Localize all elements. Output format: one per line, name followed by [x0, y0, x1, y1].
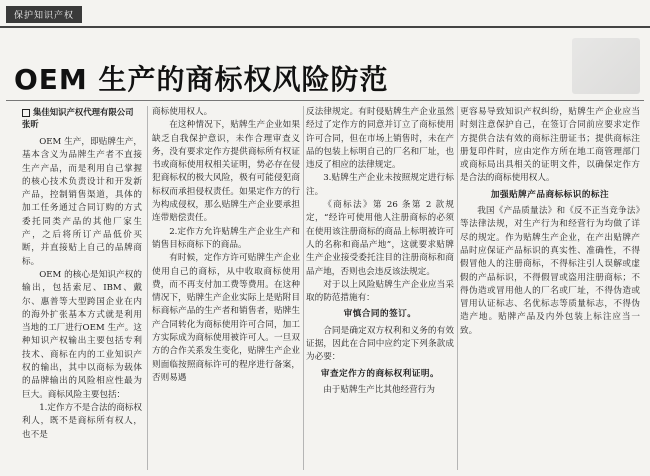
paragraph: OEM 的核心是知识产权的输出，包括索尼、IBM、戴尔、惠普等大型跨国企业在内的海外扩张基本方式就是利用当地的工厂进行OEM 生产。这种知识产权输出主要包括专利技术、商标在内的工业知识产权的输出，其中以商标为载体的品牌输出的风险相应性最为巨大。商标风险主要包括： — [22, 269, 142, 400]
subheading: 审查定作方的商标权利证明。 — [320, 368, 440, 379]
column-divider — [303, 106, 304, 470]
paragraph: 有时候，定作方许可贴牌生产企业使用自己的商标，从中收取商标使用费，而不再支付加工费等费用。在这种情况下，贴牌生产企业实际上是贴附目标商标产品的生产者和销售者，贴牌生产合同转化为商标使用许可合同，加工方实际成为商标使用被许可人。一旦双方的合作关系发生变化，贴牌生产企业则面临按照商标许可的程序进行备案，否则易遇 — [152, 253, 300, 383]
subheading: 审慎合同的签订。 — [343, 309, 417, 320]
column-3 — [306, 106, 454, 397]
paragraph: 反法律规定。有时侵贴牌生产企业虽然经过了定作方的同意并订立了商标使用许可合同，但在市场上销售时，未在产品的包装上标明自己的厂名和厂址，也违反了相应的法律规定。 — [306, 107, 454, 171]
paragraph: 我国《产品质量法》和《反不正当竞争法》等法律法规，对生产行为和经营行为均做了详尽的规定。作为贴牌生产企业，在产出贴牌产品时应保证产品标识的真实性、准确性，不得假冒他人的注册商标，不得标注引人误解或虚假的产品标识，不得假冒或盗用注册商标；不得伪造或冒用他人的厂名或厂址，不得伪造或冒用认证标志、名优标志等质量标志，不得伪造产地。贴牌产品及内外包装上标注应当一致。 — [460, 206, 640, 336]
headline: OEM 生产的商标权风险防范 — [14, 63, 389, 96]
paragraph: 3.贴牌生产企业未按照规定进行标注。 — [306, 173, 454, 197]
paragraph: 《商标法》第 26 条第 2 款规定，“经许可使用他人注册商标的必须在使用该注册商标的商品上标明被许可人的名称和商品产地”，这就要求贴牌生产企业接受委托注目的注册商标和商品产地，否则也会违反该法规定。 — [306, 200, 454, 277]
column-divider — [147, 106, 148, 470]
byline-org: 集佳知识产权代理有限公司 — [33, 107, 134, 117]
byline-author: 张昕 — [22, 119, 39, 129]
section-tag: 保护知识产权 — [6, 6, 82, 23]
headline-rule — [6, 100, 644, 101]
paragraph: 更容易导致知识产权纠纷，贴牌生产企业应当时刻注意保护自己，在签订合同前应要求定作方提供合法有效的商标注册证书；提供商标注册复印件时，应由定作方所在地工商管理部门或商标局出具相关的证明文件，以确保定作方是合法的商标使用权人。 — [460, 107, 640, 184]
square-bullet-icon — [22, 109, 30, 117]
header-ornament — [572, 38, 640, 94]
column-2 — [152, 106, 300, 385]
byline — [22, 106, 142, 130]
paragraph: 由于贴牌生产比其他经营行为 — [323, 384, 435, 395]
paragraph: 商标使用权人。 — [152, 107, 213, 117]
column-1 — [22, 106, 142, 442]
top-rule — [0, 26, 650, 28]
paragraph: 在这种情况下，贴牌生产企业如果缺乏自我保护意识，未作合理审查义务，没有要求定作方提供商标所有权证书或商标使用权相关证明，势必存在侵犯商标权的极大风险，极有可能侵犯商标权而承担侵权责任。如果定作方的行为构成侵权，那么贴牌生产企业要承担连带赔偿责任。 — [152, 120, 300, 224]
paragraph: 2.定作方允许贴牌生产企业生产和销售目标商标下的商品。 — [152, 226, 300, 250]
column-4 — [460, 106, 640, 338]
paragraph: 对于以上风险贴牌生产企业应当采取的防范措施有： — [306, 279, 454, 304]
paragraph: 1.定作方不是合法的商标权利人，既不是商标所有权人，也不是 — [22, 402, 142, 440]
subheading: 加强贴牌产品商标标识的标注 — [490, 189, 610, 200]
paragraph: OEM 生产，即贴牌生产，基本含义为品牌生产者不直接生产产品，而是利用自己掌握的核心技术负责设计和开发新产品，控制销售渠道，具体的加工任务通过合同订购的方式委托同类产品的其他厂家生产，之后将所订产品低价买断，并直接贴上自己的品牌商标。 — [22, 137, 142, 267]
paragraph: 合同是确定双方权利和义务的有效证据，因此在合同中应约定下列条款成为必要： — [306, 325, 454, 363]
column-divider — [457, 106, 458, 470]
